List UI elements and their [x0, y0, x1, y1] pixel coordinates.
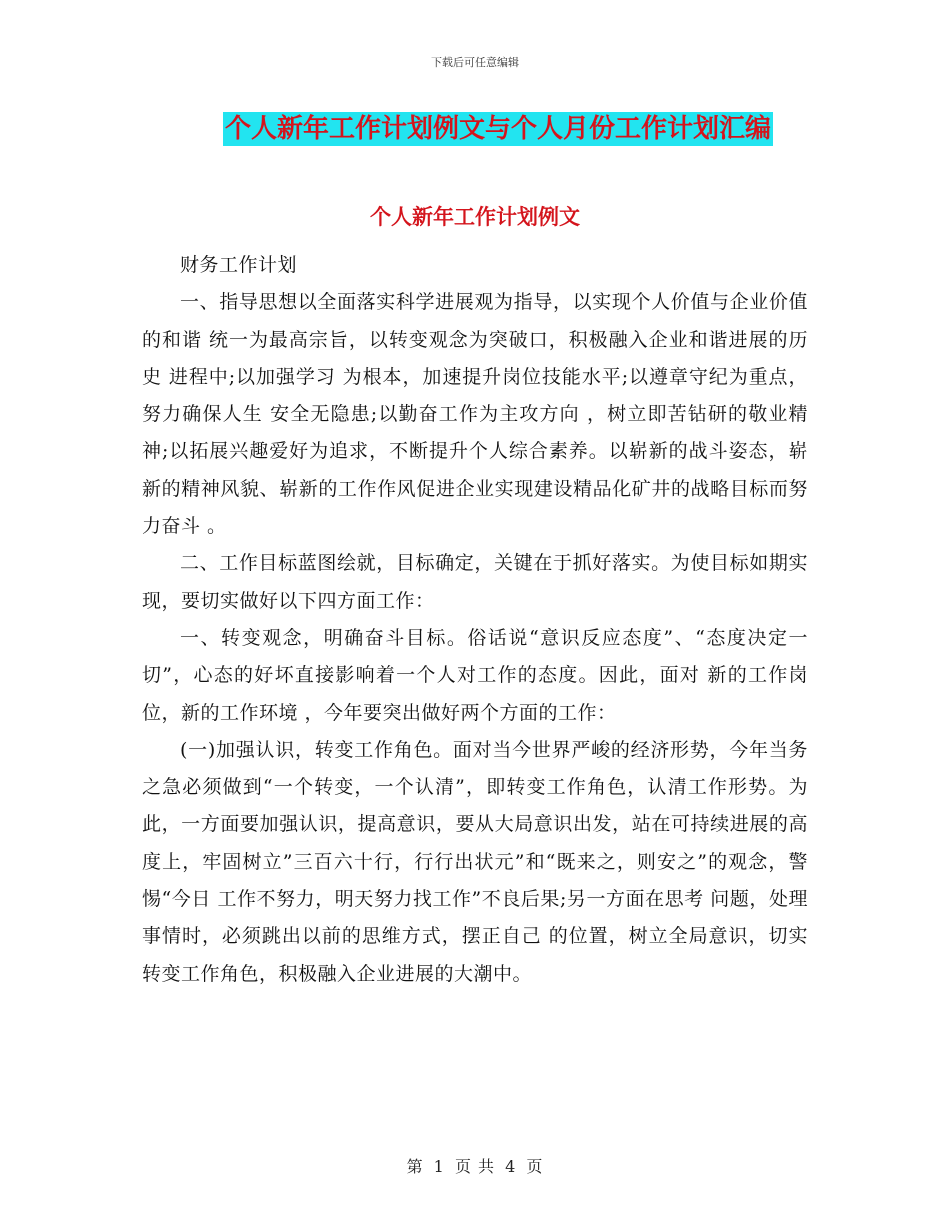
paragraph: 二、工作目标蓝图绘就，目标确定，关键在于抓好落实。为使目标如期实现，要切实做好以下四方面工作： [142, 552, 808, 612]
header-note: 下载后可任意编辑 [431, 56, 519, 69]
document-title-container [0, 112, 950, 146]
document-title: 个人新年工作计划例文与个人月份工作计划汇编 [224, 114, 771, 144]
paragraph: 一、转变观念，明确奋斗目标。俗话说“意识反应态度”、“态度决定一切”，心态的好坏直接影响着一个人对工作的态度。因此，面对 新的工作岗位，新的工作环境 ，今年要突出做好两个方面的工作： [142, 626, 808, 724]
paragraph: 一、指导思想以全面落实科学进展观为指导，以实现个人价值与企业价值的和谐 统一为最高宗旨，以转变观念为突破口，积极融入企业和谐进展的历史 进程中;以加强学习 为根本，加速提升岗位技能水平;以遵章守纪为重点，努力确保人生 安全无隐患;以勤奋工作为主攻方向 ，树立即苦钻研的敬业精神;以拓展兴趣爱好为追求，不断提升个人综合素养。以崭新的战斗姿态，崭新的精神风貌、崭新的工作作风促进企业实现建设精品化矿井的战略目标而努力奋斗 。 [142, 291, 808, 538]
page-footer [0, 1154, 950, 1177]
footer-prefix: 第 [406, 1157, 424, 1176]
footer-page-total: 4 [505, 1157, 517, 1176]
footer-page-current: 1 [433, 1157, 445, 1176]
footer-middle: 页 共 [454, 1157, 496, 1176]
section-title: 个人新年工作计划例文 [370, 205, 580, 229]
paragraph-heading: 财务工作计划 [180, 254, 298, 276]
footer-suffix: 页 [526, 1157, 544, 1176]
body-text [142, 247, 808, 993]
paragraph: (一)加强认识，转变工作角色。面对当今世界严峻的经济形势，今年当务之急必须做到“一个转变，一个认清”，即转变工作角色，认清工作形势。为此，一方面要加强认识，提高意识，要从大局意识出发，站在可持续进展的高度上，牢固树立”三百六十行，行行出状元”和“既来之，则安之”的观念，警惕“今日 工作不努力，明天努力找工作”不良后果;另一方面在思考 问题，处理事情时，必须跳出以前的思维方式，摆正自己 的位置，树立全局意识，切实转变工作角色，积极融入企业进展的大潮中。 [142, 738, 808, 985]
